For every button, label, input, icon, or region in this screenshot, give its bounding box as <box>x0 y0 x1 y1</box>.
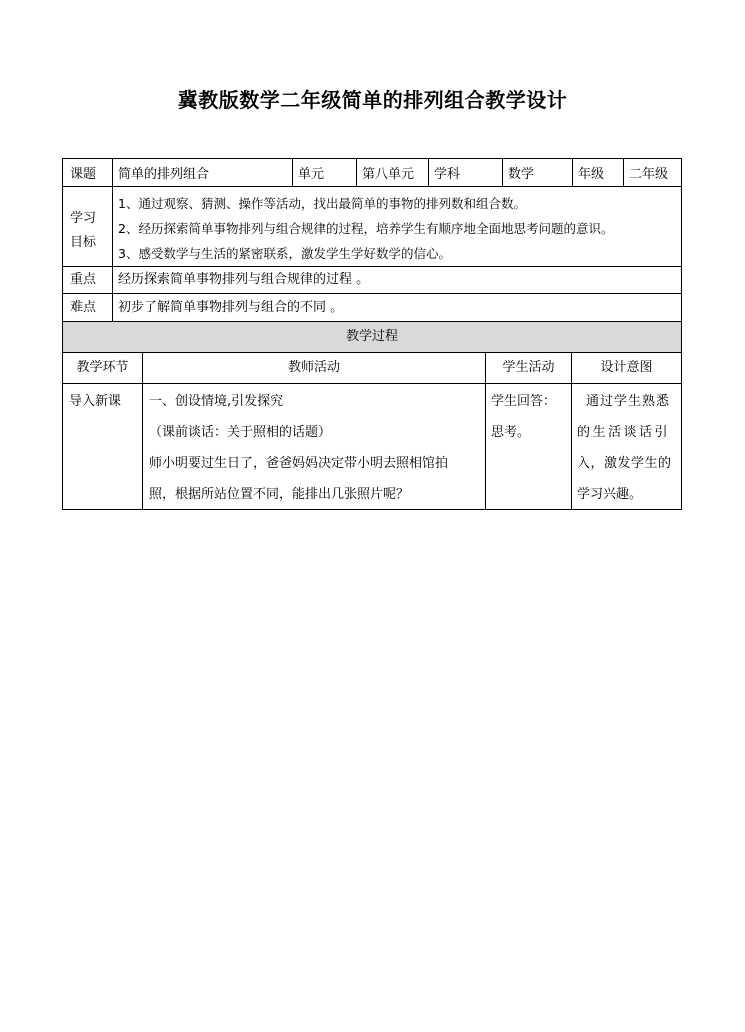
objective-item: 3、感受数学与生活的紧密联系，激发学生学好数学的信心。 <box>118 246 451 261</box>
process-heading: 教学过程 <box>345 329 398 344</box>
teacher-activity-line: 照，根据所站位置不同，能排出几张照片呢？ <box>149 487 410 502</box>
difficulty-label: 难点 <box>70 300 97 315</box>
teacher-activity-line: （课前谈话：关于照相的话题） <box>149 425 332 440</box>
objective-item: 1、通过观察、猜测、操作等活动，找出最简单的事物的排列数和组合数。 <box>118 196 526 211</box>
col-divider <box>292 158 293 186</box>
table-border-right <box>681 158 682 510</box>
subject-value: 数学 <box>508 167 535 182</box>
objectives-label-line1: 学习 <box>70 211 97 226</box>
row-divider <box>62 321 682 322</box>
objective-item: 2、经历探索简单事物排列与组合规律的过程，培养学生有顺序地全面地思考问题的意识。 <box>118 221 614 236</box>
teacher-activity-line: 师小明要过生日了，爸爸妈妈决定带小明去照相馆拍 <box>149 456 449 471</box>
key-point-value: 经历探索简单事物排列与组合规律的过程 。 <box>118 272 370 287</box>
design-intent-line: 通过学生熟悉 <box>586 394 671 409</box>
column-header-stage: 教学环节 <box>76 360 129 375</box>
col-divider <box>112 158 113 321</box>
column-header-teacher: 教师活动 <box>287 360 340 375</box>
student-activity-line: 思考。 <box>491 425 531 440</box>
col-divider <box>623 158 624 186</box>
col-divider <box>502 158 503 186</box>
table-border-bottom <box>62 509 682 510</box>
column-header-intent: 设计意图 <box>600 360 653 375</box>
grade-value: 二年级 <box>629 167 669 182</box>
col-divider <box>428 158 429 186</box>
column-header-student: 学生活动 <box>502 360 555 375</box>
design-intent-line: 的生活谈话引 <box>577 425 671 440</box>
teacher-activity-line: 一、创设情境,引发探究 <box>149 394 284 409</box>
table-border-top <box>62 158 682 159</box>
col-divider <box>356 158 357 186</box>
row-divider <box>62 293 682 294</box>
row-divider <box>62 352 682 353</box>
process-stage: 导入新课 <box>69 394 122 409</box>
key-point-label: 重点 <box>70 272 97 287</box>
row-divider <box>62 266 682 267</box>
row-divider <box>62 186 682 187</box>
objectives-label-line2: 目标 <box>70 235 97 250</box>
unit-label: 单元 <box>298 167 325 182</box>
design-intent-line: 入，激发学生的 <box>577 456 672 471</box>
difficulty-value: 初步了解简单事物排列与组合的不同 。 <box>118 300 344 315</box>
subject-label: 学科 <box>434 167 461 182</box>
design-intent-line: 学习兴趣。 <box>577 487 643 502</box>
topic-value: 简单的排列组合 <box>118 167 210 182</box>
unit-value: 第八单元 <box>362 167 415 182</box>
page-title: 冀教版数学二年级简单的排列组合教学设计 <box>177 88 568 112</box>
col-divider <box>572 158 573 186</box>
student-activity-line: 学生回答： <box>491 394 557 409</box>
grade-label: 年级 <box>578 167 605 182</box>
row-divider <box>62 383 682 384</box>
topic-label: 课题 <box>70 167 97 182</box>
